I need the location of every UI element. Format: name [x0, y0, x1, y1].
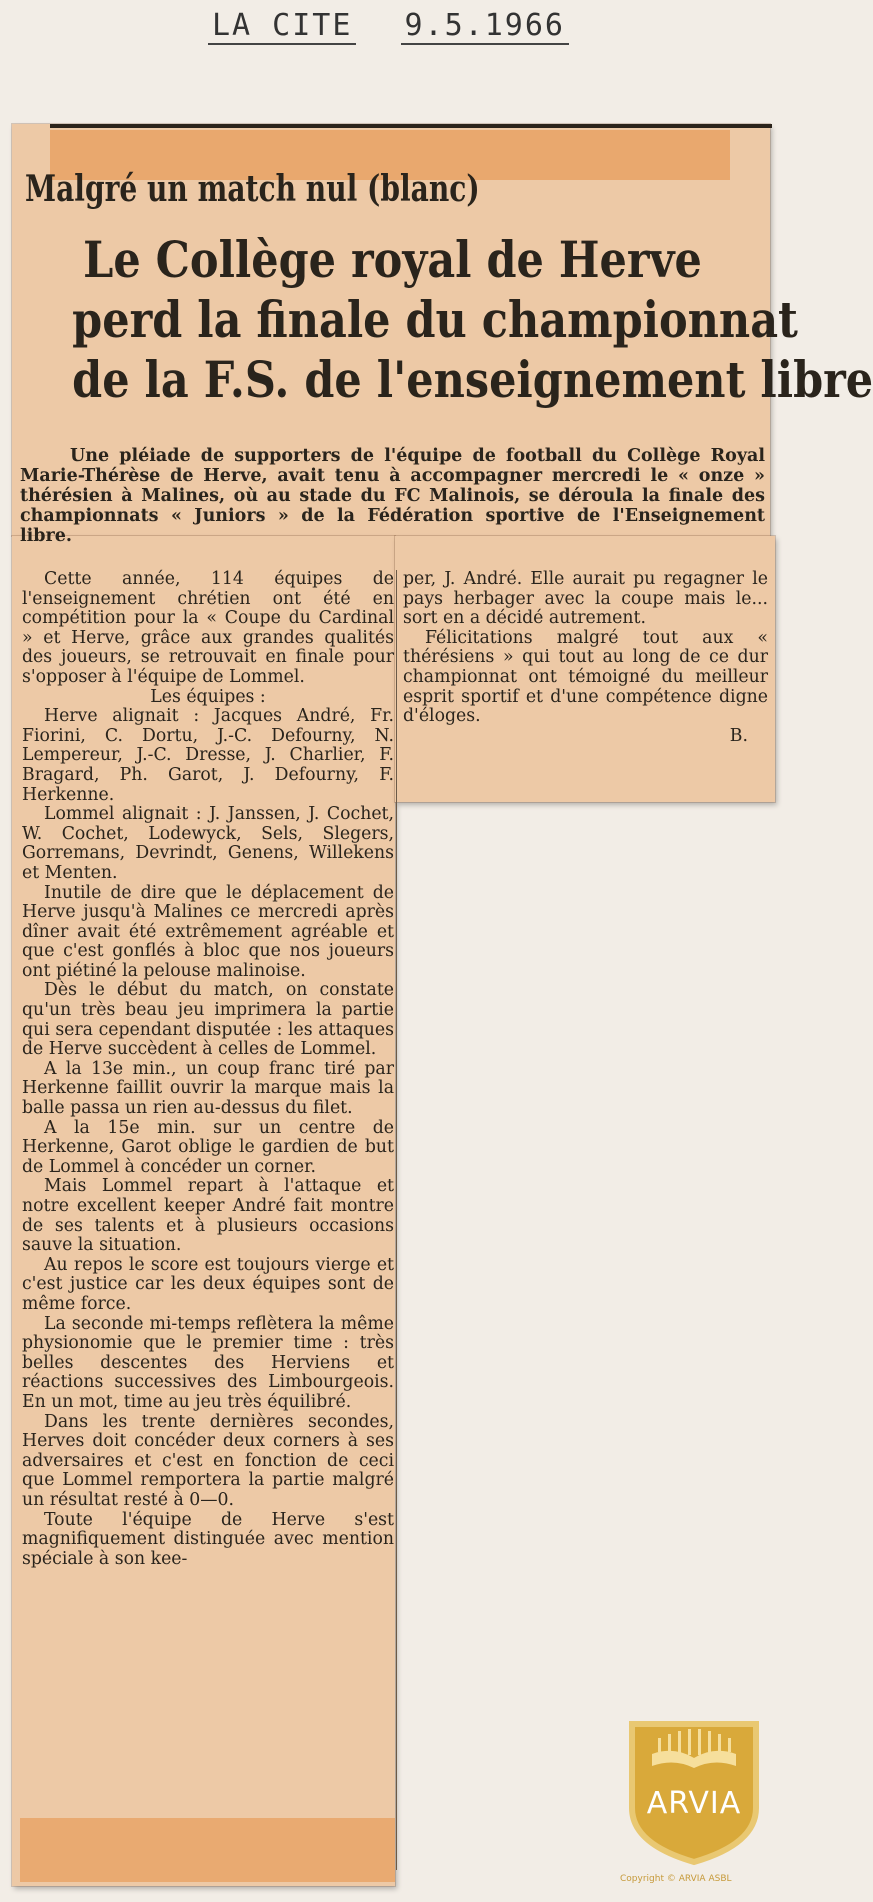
paragraph: Mais Lommel repart à l'attaque et notre excellent keeper André fait montre de ses talents et à plusieurs occasions sauve la situation. [22, 1176, 394, 1256]
paragraph: Lommel alignait : J. Janssen, J. Cochet, W. Cochet, Lodewyck, Sels, Slegers, Gorremans, Devrindt, Genens, Willekens et Menten. [22, 804, 394, 883]
paragraph: Dès le début du match, on constate qu'un très beau jeu imprimera la partie qui sera cependant disputée : les attaques de Herve succèdent à celles de Lommel. [22, 980, 394, 1060]
paragraph: Cette année, 114 équipes de l'enseignement chrétien ont été en compétition pour la « Coupe du Cardinal » et Herve, grâce aux grandes qualités des joueurs, se retrouvait en finale pour s'opposer à l'équipe de Lommel. [22, 569, 394, 687]
teams-heading: Les équipes : [150, 686, 266, 707]
tape-bottom [20, 1818, 395, 1882]
paragraph: Inutile de dire que le déplacement de Herve jusqu'à Malines ce mercredi après dîner avait été extrêmement agréable et que c'est gonflés à bloc que nos joueurs ont piétiné la pelouse malinoise. [22, 882, 394, 981]
headline-line: Le Collège royal de Herve [83, 230, 702, 289]
paragraph: Dans les trente dernières secondes, Herves doit concéder deux corners à ses adversaires et c'est en fonction de ceci que Lommel remportera la partie malgré un résultat resté à 0—0. [22, 1411, 394, 1510]
newspaper-name: LA CITE [208, 8, 356, 45]
paragraph: A la 13e min., un coup franc tiré par Herkenne faillit ouvrir la marque mais la balle passa un rien au-dessus du filet. [22, 1058, 394, 1119]
archive-header [0, 8, 777, 43]
column-divider [396, 570, 397, 1870]
paragraph: per, J. André. Elle aurait pu regagner le pays herbager avec la coupe mais le... sort en a décidé autrement. [403, 569, 768, 629]
article-left-column [22, 570, 394, 1569]
publication-date: 9.5.1966 [401, 8, 570, 45]
paragraph: Félicitations malgré tout aux « thérésiens » qui tout au long de ce dur championnat ont témoigné du meilleur esprit sportif et d'une compétence digne d'éloges. [403, 627, 768, 727]
paragraph: Toute l'équipe de Herve s'est magnifiquement distinguée avec mention spéciale à son kee- [22, 1509, 394, 1569]
logo-wordmark: ARVIA [646, 1786, 742, 1821]
paragraph: Au repos le score est toujours vierge et c'est justice car les deux équipes sont de même force. [22, 1254, 394, 1314]
article-right-column [403, 570, 768, 746]
article-headline [20, 230, 873, 410]
paragraph: La seconde mi-temps reflètera la même physionomie que le premier time : très belles descentes des Herviens et réactions successives des Limbourgeois. En un mot, time au jeu très équilibré. [22, 1313, 394, 1412]
paragraph: Herve alignait : Jacques André, Fr. Fiorini, C. Dortu, J.-C. Defourny, N. Lempereur, J.-C. Dresse, J. Charlier, F. Bragard, Ph. Garot, J. Defourny, F. Herkenne. [22, 706, 394, 805]
copyright-notice: Copyright © ARVIA ASBL [620, 1874, 732, 1884]
top-rule [50, 124, 772, 128]
headline-line: de la F.S. de l'enseignement libre [72, 350, 873, 409]
headline-line: perd la finale du championnat [72, 290, 798, 349]
author-signature: B. [729, 725, 748, 746]
article-kicker: Malgré un match nul (blanc) [25, 168, 480, 210]
paragraph: A la 15e min. sur un centre de Herkenne, Garot oblige le gardien de but de Lommel à concéder un corner. [22, 1117, 394, 1177]
article-lead: Une pléiade de supporters de l'équipe de football du Collège Royal Marie-Thérèse de Herve, avait tenu à accompagner mercredi le « onze » thérésien à Malines, où au stade du FC Malinois, se déroula la finale des championnats « Juniors » de la Fédération sportive de l'Enseignement libre. [20, 446, 765, 546]
